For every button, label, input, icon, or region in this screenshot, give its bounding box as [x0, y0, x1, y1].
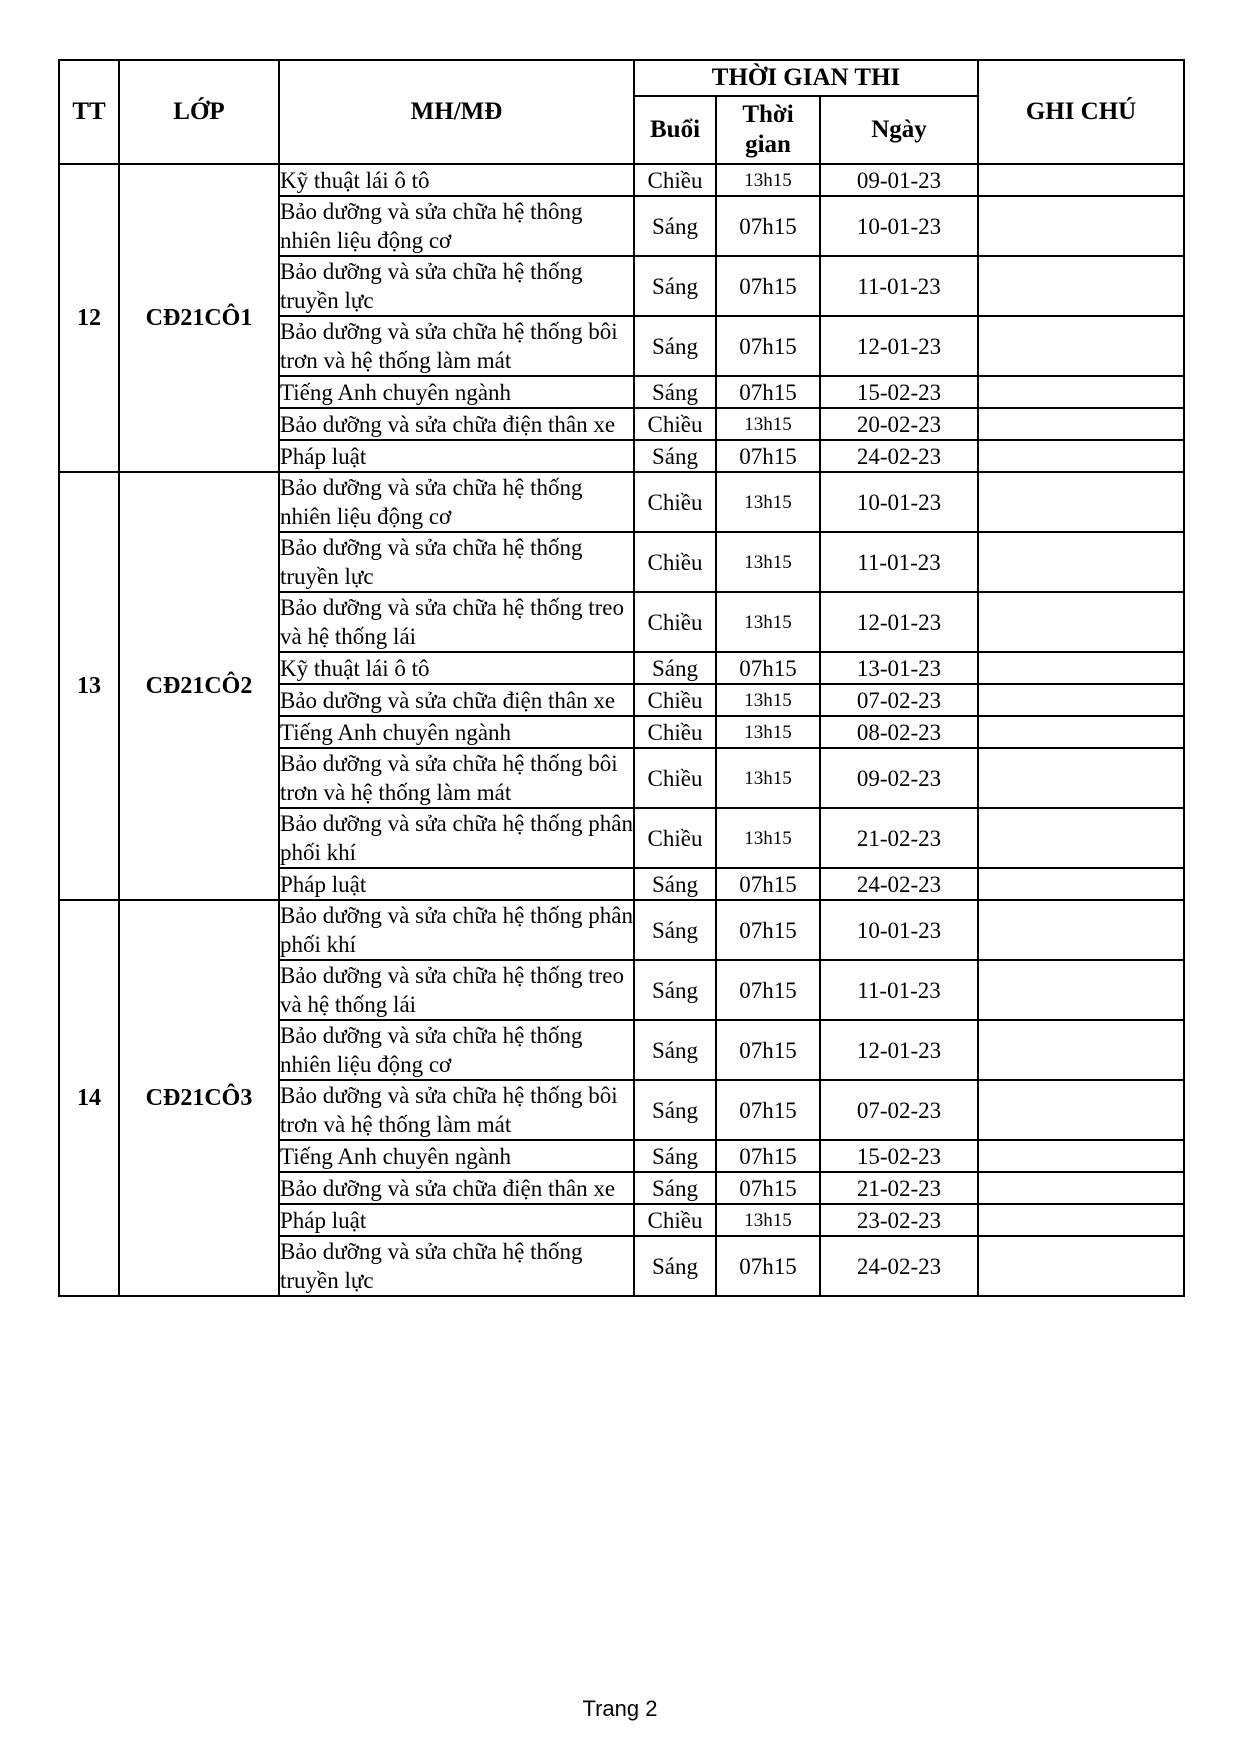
class-name: CĐ21CÔ2	[119, 472, 279, 900]
time-cell: 07h15	[716, 1236, 820, 1296]
session-cell: Sáng	[634, 376, 716, 408]
session-cell: Chiều	[634, 472, 716, 532]
session-cell: Chiều	[634, 408, 716, 440]
session-cell: Sáng	[634, 652, 716, 684]
note-cell	[978, 376, 1184, 408]
date-cell: 08-02-23	[820, 716, 978, 748]
date-cell: 12-01-23	[820, 316, 978, 376]
note-cell	[978, 1204, 1184, 1236]
date-cell: 10-01-23	[820, 472, 978, 532]
session-cell: Sáng	[634, 196, 716, 256]
subject-cell: Bảo dưỡng và sửa chữa hệ thống treo và hệ thống lái	[279, 960, 634, 1020]
note-cell	[978, 684, 1184, 716]
subject-cell: Bảo dưỡng và sửa chữa hệ thông nhiên liệu động cơ	[279, 196, 634, 256]
date-cell: 11-01-23	[820, 960, 978, 1020]
time-cell: 13h15	[716, 716, 820, 748]
date-cell: 24-02-23	[820, 1236, 978, 1296]
time-cell: 13h15	[716, 532, 820, 592]
subject-cell: Bảo dưỡng và sửa chữa điện thân xe	[279, 408, 634, 440]
date-cell: 09-01-23	[820, 164, 978, 196]
col-header-note: GHI CHÚ	[978, 60, 1184, 164]
subject-cell: Bảo dưỡng và sửa chữa hệ thống treo và hệ thống lái	[279, 592, 634, 652]
note-cell	[978, 592, 1184, 652]
date-cell: 11-01-23	[820, 256, 978, 316]
note-cell	[978, 196, 1184, 256]
session-cell: Sáng	[634, 1020, 716, 1080]
subject-cell: Kỹ thuật lái ô tô	[279, 652, 634, 684]
time-cell: 07h15	[716, 1080, 820, 1140]
date-cell: 24-02-23	[820, 868, 978, 900]
note-cell	[978, 408, 1184, 440]
note-cell	[978, 472, 1184, 532]
date-cell: 15-02-23	[820, 1140, 978, 1172]
session-cell: Sáng	[634, 900, 716, 960]
subject-cell: Bảo dưỡng và sửa chữa hệ thống nhiên liệu động cơ	[279, 1020, 634, 1080]
note-cell	[978, 1172, 1184, 1204]
subject-cell: Bảo dưỡng và sửa chữa hệ thống phân phối khí	[279, 808, 634, 868]
subject-cell: Tiếng Anh chuyên ngành	[279, 716, 634, 748]
note-cell	[978, 960, 1184, 1020]
date-cell: 10-01-23	[820, 900, 978, 960]
session-cell: Chiều	[634, 808, 716, 868]
time-cell: 07h15	[716, 440, 820, 472]
note-cell	[978, 164, 1184, 196]
note-cell	[978, 1236, 1184, 1296]
time-cell: 07h15	[716, 316, 820, 376]
subject-cell: Tiếng Anh chuyên ngành	[279, 376, 634, 408]
time-cell: 13h15	[716, 592, 820, 652]
session-cell: Sáng	[634, 1172, 716, 1204]
date-cell: 11-01-23	[820, 532, 978, 592]
group-number: 12	[59, 164, 119, 472]
table-row	[59, 900, 1184, 960]
table-header	[59, 60, 1184, 164]
date-cell: 12-01-23	[820, 592, 978, 652]
subject-cell: Bảo dưỡng và sửa chữa hệ thống bôi trơn và hệ thống làm mát	[279, 316, 634, 376]
session-cell: Sáng	[634, 256, 716, 316]
subject-cell: Bảo dưỡng và sửa chữa điện thân xe	[279, 684, 634, 716]
subject-cell: Bảo dưỡng và sửa chữa hệ thống nhiên liệu động cơ	[279, 472, 634, 532]
group-number: 14	[59, 900, 119, 1296]
subject-cell: Bảo dưỡng và sửa chữa hệ thống truyền lực	[279, 256, 634, 316]
time-cell: 13h15	[716, 808, 820, 868]
time-cell: 13h15	[716, 408, 820, 440]
note-cell	[978, 808, 1184, 868]
date-cell: 15-02-23	[820, 376, 978, 408]
subject-cell: Bảo dưỡng và sửa chữa điện thân xe	[279, 1172, 634, 1204]
time-cell: 13h15	[716, 748, 820, 808]
col-header-exam-time: THỜI GIAN THI	[634, 60, 978, 96]
time-cell: 07h15	[716, 1140, 820, 1172]
date-cell: 24-02-23	[820, 440, 978, 472]
date-cell: 09-02-23	[820, 748, 978, 808]
time-cell: 13h15	[716, 472, 820, 532]
session-cell: Chiều	[634, 164, 716, 196]
session-cell: Chiều	[634, 716, 716, 748]
subject-cell: Pháp luật	[279, 440, 634, 472]
note-cell	[978, 900, 1184, 960]
session-cell: Chiều	[634, 532, 716, 592]
session-cell: Sáng	[634, 960, 716, 1020]
date-cell: 20-02-23	[820, 408, 978, 440]
date-cell: 12-01-23	[820, 1020, 978, 1080]
subject-cell: Bảo dưỡng và sửa chữa hệ thống phân phối khí	[279, 900, 634, 960]
col-header-session: Buổi	[634, 96, 716, 164]
col-header-subject: MH/MĐ	[279, 60, 634, 164]
time-cell: 07h15	[716, 196, 820, 256]
subject-cell: Bảo dưỡng và sửa chữa hệ thống bôi trơn và hệ thống làm mát	[279, 748, 634, 808]
time-cell: 07h15	[716, 256, 820, 316]
group-number: 13	[59, 472, 119, 900]
date-cell: 10-01-23	[820, 196, 978, 256]
session-cell: Chiều	[634, 592, 716, 652]
subject-cell: Bảo dưỡng và sửa chữa hệ thống truyền lực	[279, 1236, 634, 1296]
note-cell	[978, 1140, 1184, 1172]
session-cell: Sáng	[634, 868, 716, 900]
date-cell: 23-02-23	[820, 1204, 978, 1236]
table-body	[59, 164, 1184, 1296]
col-header-class: LỚP	[119, 60, 279, 164]
date-cell: 07-02-23	[820, 1080, 978, 1140]
note-cell	[978, 256, 1184, 316]
session-cell: Sáng	[634, 1236, 716, 1296]
time-cell: 07h15	[716, 868, 820, 900]
note-cell	[978, 532, 1184, 592]
note-cell	[978, 440, 1184, 472]
date-cell: 21-02-23	[820, 808, 978, 868]
session-cell: Sáng	[634, 316, 716, 376]
subject-cell: Pháp luật	[279, 868, 634, 900]
note-cell	[978, 316, 1184, 376]
subject-cell: Kỹ thuật lái ô tô	[279, 164, 634, 196]
note-cell	[978, 1020, 1184, 1080]
session-cell: Sáng	[634, 1140, 716, 1172]
session-cell: Chiều	[634, 684, 716, 716]
time-cell: 13h15	[716, 684, 820, 716]
session-cell: Chiều	[634, 1204, 716, 1236]
table-row	[59, 472, 1184, 532]
time-cell: 07h15	[716, 1020, 820, 1080]
table-row	[59, 164, 1184, 196]
date-cell: 07-02-23	[820, 684, 978, 716]
subject-cell: Bảo dưỡng và sửa chữa hệ thống truyền lực	[279, 532, 634, 592]
subject-cell: Tiếng Anh chuyên ngành	[279, 1140, 634, 1172]
note-cell	[978, 748, 1184, 808]
time-cell: 07h15	[716, 376, 820, 408]
class-name: CĐ21CÔ1	[119, 164, 279, 472]
note-cell	[978, 652, 1184, 684]
page-number: Trang 2	[582, 1696, 658, 1721]
date-cell: 13-01-23	[820, 652, 978, 684]
note-cell	[978, 868, 1184, 900]
col-header-time: Thời gian	[716, 96, 820, 164]
note-cell	[978, 1080, 1184, 1140]
class-name: CĐ21CÔ3	[119, 900, 279, 1296]
col-header-date: Ngày	[820, 96, 978, 164]
date-cell: 21-02-23	[820, 1172, 978, 1204]
time-cell: 07h15	[716, 652, 820, 684]
session-cell: Sáng	[634, 440, 716, 472]
session-cell: Sáng	[634, 1080, 716, 1140]
subject-cell: Bảo dưỡng và sửa chữa hệ thống bôi trơn và hệ thống làm mát	[279, 1080, 634, 1140]
col-header-tt: TT	[59, 60, 119, 164]
subject-cell: Pháp luật	[279, 1204, 634, 1236]
session-cell: Chiều	[634, 748, 716, 808]
time-cell: 13h15	[716, 1204, 820, 1236]
note-cell	[978, 716, 1184, 748]
time-cell: 13h15	[716, 164, 820, 196]
exam-schedule-table	[58, 59, 1185, 1297]
time-cell: 07h15	[716, 900, 820, 960]
time-cell: 07h15	[716, 960, 820, 1020]
time-cell: 07h15	[716, 1172, 820, 1204]
